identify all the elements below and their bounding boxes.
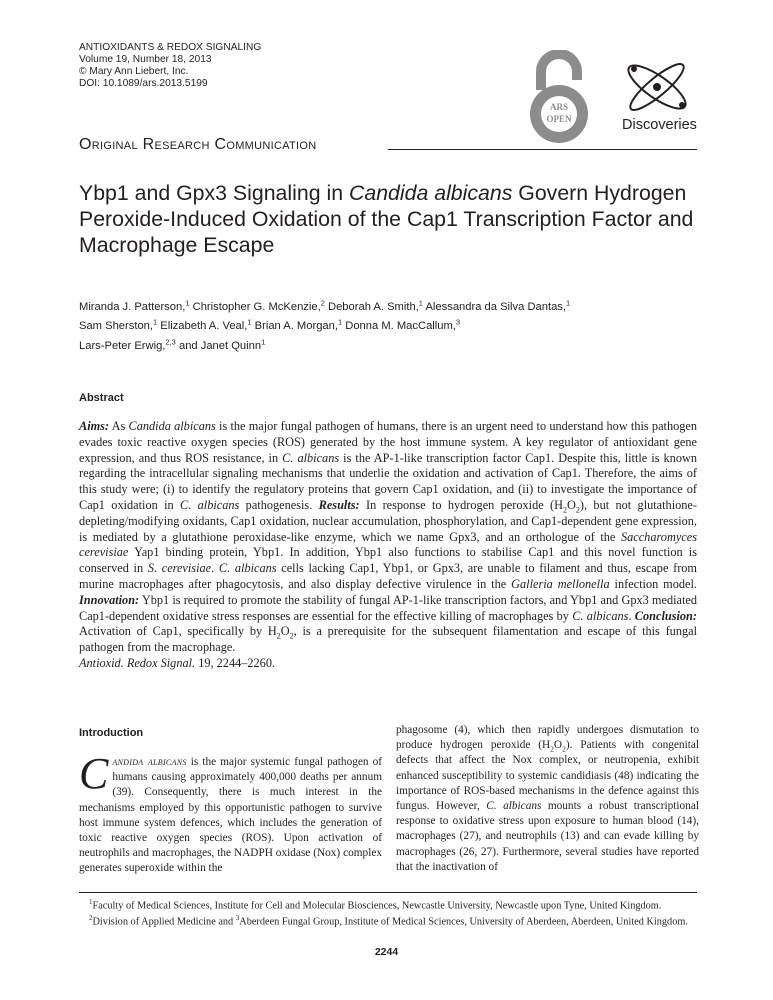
author: Elizabeth A. Veal,$^1$ <box>160 317 252 333</box>
footnote: $^1$Faculty of Medical Sciences, Institute for Cell and Molecular Biosciences, Newcastle University, Newcastle upon Tyne, United Kingdom. <box>89 898 662 912</box>
abstract-body: Aims: As Candida albicans is the major fungal pathogen of humans, there is an urgent need to understand how this pathogen evades toxic reactive oxygen species (ROS) generated by the host immune system. A key regulator of antioxidant gene expression, and thus ROS resistance, in C. albicans is the AP-1-like transcription factor Cap1. Despite this, little is known regarding the intracellular signaling mechanisms that underlie the oxidation and activation of Cap1. Therefore, the aims of this study were; (i) to identify the regulatory proteins that govern Cap1 oxidation, and (ii) to investigate the importance of Cap1 oxidation in C. albicans pathogenesis. Results: In response to hydrogen peroxide $(H_2O_2)$, but not glutathione-depleting/modifying oxidants, Cap1 oxidation, nuclear accumulation, phosphorylation, and Cap1-dependent gene expression, is mediated by a glutathione peroxidase-like enzyme, which we name Gpx3, and an orthologue of the Saccharomyces cerevisiae Yap1 binding protein, Ybp1. In addition, Ybp1 also functions to stabilise Cap1 and this novel function is conserved in S. cerevisiae. C. albicans cells lacking Cap1, Ybp1, or Gpx3, are unable to filament and thus, escape from murine macrophages after phagocytosis, and also display defective virulence in the Galleria mellonella infection model. Innovation: Ybp1 is required to promote the stability of fungal AP-1-like transcription factors, and Ybp1 and Gpx3 mediated Cap1-dependent oxidative stress responses are essential for the effective killing of macrophages by C. albicans. Conclusion: Activation of Cap1, specifically by $H_2O_2$, is a prerequisite for the subsequent filamentation and escape of this fungal pathogen from the macrophage. Antioxid. Redox Signal. 19, 2244–2260. <box>79 419 697 670</box>
citation: Antioxid. Redox Signal. <box>79 655 196 670</box>
author: Brian A. Morgan,$^1$ <box>254 317 343 333</box>
discoveries-label: Discoveries <box>622 117 697 133</box>
introduction-heading: Introduction <box>79 727 144 739</box>
conclusion-label: Conclusion: <box>634 608 697 623</box>
title-species: Candida albicans <box>348 181 513 205</box>
section-rule <box>388 149 697 150</box>
author: Christopher G. McKenzie,$^2$ <box>192 298 325 313</box>
ars-logo-text-2: OPEN <box>546 114 572 124</box>
article-title: Ybp1 and Gpx3 Signaling in Candida albicans Govern Hydrogen Peroxide-Induced Oxidation of the Cap1 Transcription Factor and Macrophage Escape <box>79 181 694 257</box>
author: Deborah A. Smith,$^1$ <box>328 298 423 313</box>
author: Miranda J. Patterson,$^1$ <box>79 298 190 313</box>
journal-volume: Volume 19, Number 18, 2013 <box>79 54 212 65</box>
results-label: Results: <box>318 497 360 512</box>
footnote: $^2$Division of Applied Medicine and $^3$Aberdeen Fungal Group, Institute of Medical Sciences, University of Aberdeen, Aberdeen, United Kingdom. <box>89 914 688 928</box>
ars-open-access-logo <box>528 50 590 146</box>
author: Donna M. MacCallum,$^3$ <box>345 317 461 333</box>
affiliation-footnotes <box>79 896 697 929</box>
aims-label: Aims: <box>79 419 110 433</box>
author-list <box>79 295 699 354</box>
innovation-label: Innovation: <box>79 592 140 607</box>
ars-logo-text-1: ARS <box>549 102 569 112</box>
journal-header <box>79 42 261 90</box>
abstract-heading: Abstract <box>79 392 124 404</box>
intro-column-right: phagosome (4), which then rapidly undergoes dismutation to produce hydrogen peroxide $(H_2O_2)$. Patients with congenital defects that affect the Nox complex, or neutropenia, exhibit enhanced susceptibility to systemic candidiasis (48) indicating the importance of ROS-based mechanisms in the defence against this fungus. However, C. albicans mounts a robust transcriptional response to oxidative stress upon exposure to human blood (14), macrophages (27), and neutrophils (13) and can evade killing by macrophages (26, 27). Furthermore, several studies have reported that the inactivation of <box>396 724 700 873</box>
author: Alessandra da Silva Dantas,$^1$ <box>425 298 571 313</box>
drop-cap: C <box>79 749 109 798</box>
author: Lars-Peter Erwig,$^{2,3}$ <box>79 337 176 353</box>
journal-copyright: © Mary Ann Liebert, Inc. <box>79 66 189 77</box>
footnote-rule <box>79 892 697 893</box>
author: and Janet Quinn$^1$ <box>178 337 266 353</box>
author: Sam Sherston,$^1$ <box>79 317 158 333</box>
intro-column-left: Candida albicans is the major systemic fungal pathogen of humans causing approximately 400,000 deaths per annum (39). Consequently, there is much interest in the mechanisms employed by this opportunistic pathogen to survive host immune system defences, which includes the generation of toxic reactive oxygen species (ROS). Upon activation of neutrophils and macrophages, the NADPH oxidase (Nox) complex generates superoxide within the <box>79 749 382 875</box>
journal-name: ANTIOXIDANTS & REDOX SIGNALING <box>79 42 262 53</box>
page-number: 2244 <box>374 946 399 958</box>
journal-doi: DOI: 10.1089/ars.2013.5199 <box>79 78 208 89</box>
article-type-label: Original Research Communication <box>79 136 317 153</box>
